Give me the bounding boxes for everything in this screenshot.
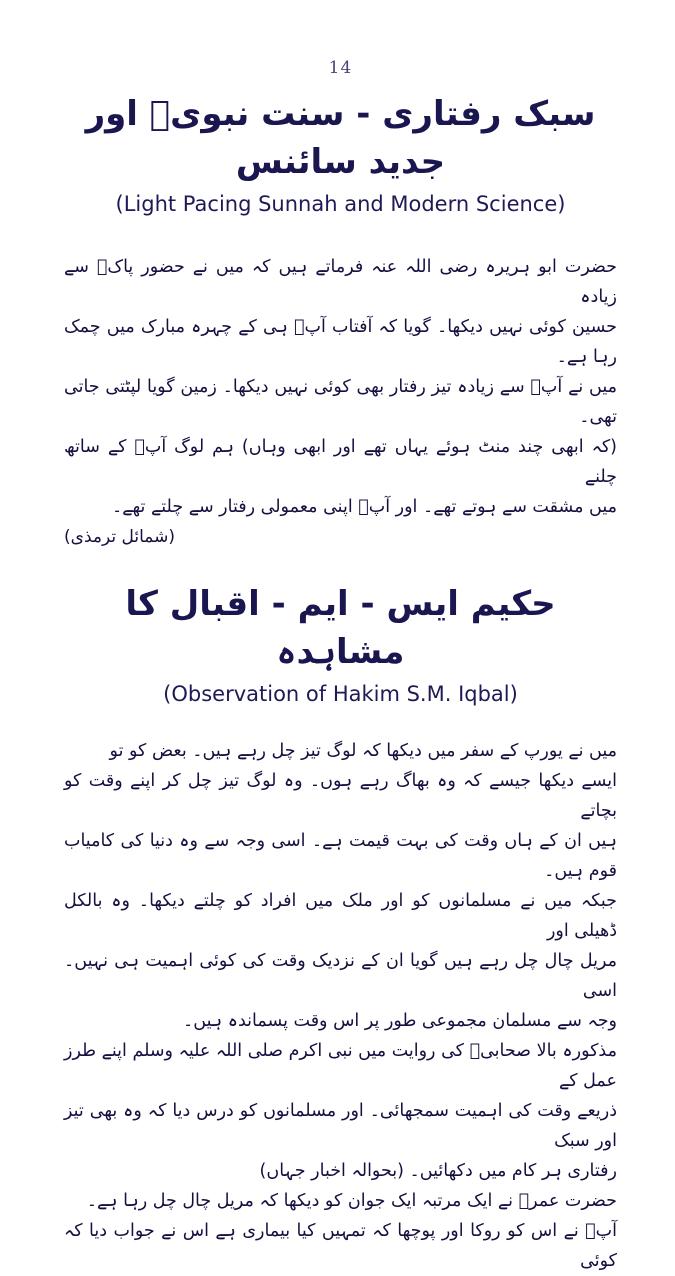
paragraph-line: ذریعے وقت کی اہمیت سمجھائی۔ اور مسلمانوں کو درس دیا کہ وہ بھی تیز اور سبک — [64, 1101, 617, 1151]
paragraph-line: وجہ سے مسلمان مجموعی طور پر اس وقت پسماندہ ہیں۔ — [183, 1011, 617, 1031]
paragraph-line: مذکورہ بالا صحابیؓ کی روایت میں نبی اکرم صلی اللہ علیہ وسلم اپنے طرز عمل کے — [64, 1041, 617, 1091]
paragraph-line: مریل چال چل رہے ہیں گویا ان کے نزدیک وقت کی کوئی اہمیت ہی نہیں۔ اسی — [64, 951, 617, 1001]
paragraph-line: رفتاری ہر کام میں دکھائیں۔ (بحوالہ اخبار جہاں) — [259, 1161, 617, 1181]
paragraph-line: (کہ ابھی چند منٹ ہوئے یہاں تھے اور ابھی وہاں) ہم لوگ آپؐ کے ساتھ چلنے — [64, 437, 617, 487]
paragraph-line: میں نے یورپ کے سفر میں دیکھا کہ لوگ تیز چل رہے ہیں۔ بعض کو تو — [109, 741, 617, 761]
section2-paragraph — [64, 736, 617, 1276]
section2-heading-english: (Observation of Hakim S.M. Iqbal) — [163, 682, 518, 706]
paragraph-line: حضرت ابو ہریرہ رضی اللہ عنہ فرماتے ہیں کہ میں نے حضور پاکؐ سے زیادہ — [64, 257, 617, 307]
paragraph-line: میں نے آپؐ سے زیادہ تیز رفتار بھی کوئی نہیں دیکھا۔ زمین گویا لپٹتی جاتی تھی۔ — [64, 377, 617, 427]
page-number: 14 — [328, 58, 353, 78]
paragraph-line: جبکہ میں نے مسلمانوں کو اور ملک میں افراد کو چلتے دیکھا۔ وہ بالکل ڈھیلی اور — [64, 891, 617, 941]
paragraph-line: حضرت عمرؓ نے ایک مرتبہ ایک جوان کو دیکھا کہ مریل چال چل رہا ہے۔ — [86, 1191, 617, 1211]
section1-citation: (شمائل ترمذی) — [64, 527, 175, 547]
paragraph-line: ہیں ان کے ہاں وقت کی بہت قیمت ہے۔ اسی وجہ سے وہ دنیا کی کامیاب قوم ہیں۔ — [64, 831, 617, 881]
paragraph-line: ایسے دیکھا جیسے کہ وہ بھاگ رہے ہوں۔ وہ لوگ تیز چل کر اپنے وقت کو بچاتے — [64, 771, 617, 821]
paragraph-line: حسین کوئی نہیں دیکھا۔ گویا کہ آفتاب آپؐ ہی کے چہرہ مبارک میں چمک رہا ہے۔ — [64, 317, 617, 367]
section1-paragraph — [64, 252, 617, 522]
section1-heading-english: (Light Pacing Sunnah and Modern Science) — [115, 192, 566, 216]
section1-heading-urdu: سبک رفتاری - سنت نبویؐ اور جدید سائنس — [85, 94, 596, 182]
paragraph-line: آپؓ نے اس کو روکا اور پوچھا کہ تمہیں کیا بیماری ہے اس نے جواب دیا کہ کوئی — [64, 1221, 617, 1271]
section2-heading-urdu: حکیم ایس - ایم - اقبال کا مشاہدہ — [125, 584, 556, 672]
paragraph-line: میں مشقت سے ہوتے تھے۔ اور آپؐ اپنی معمولی رفتار سے چلتے تھے۔ — [111, 497, 617, 517]
